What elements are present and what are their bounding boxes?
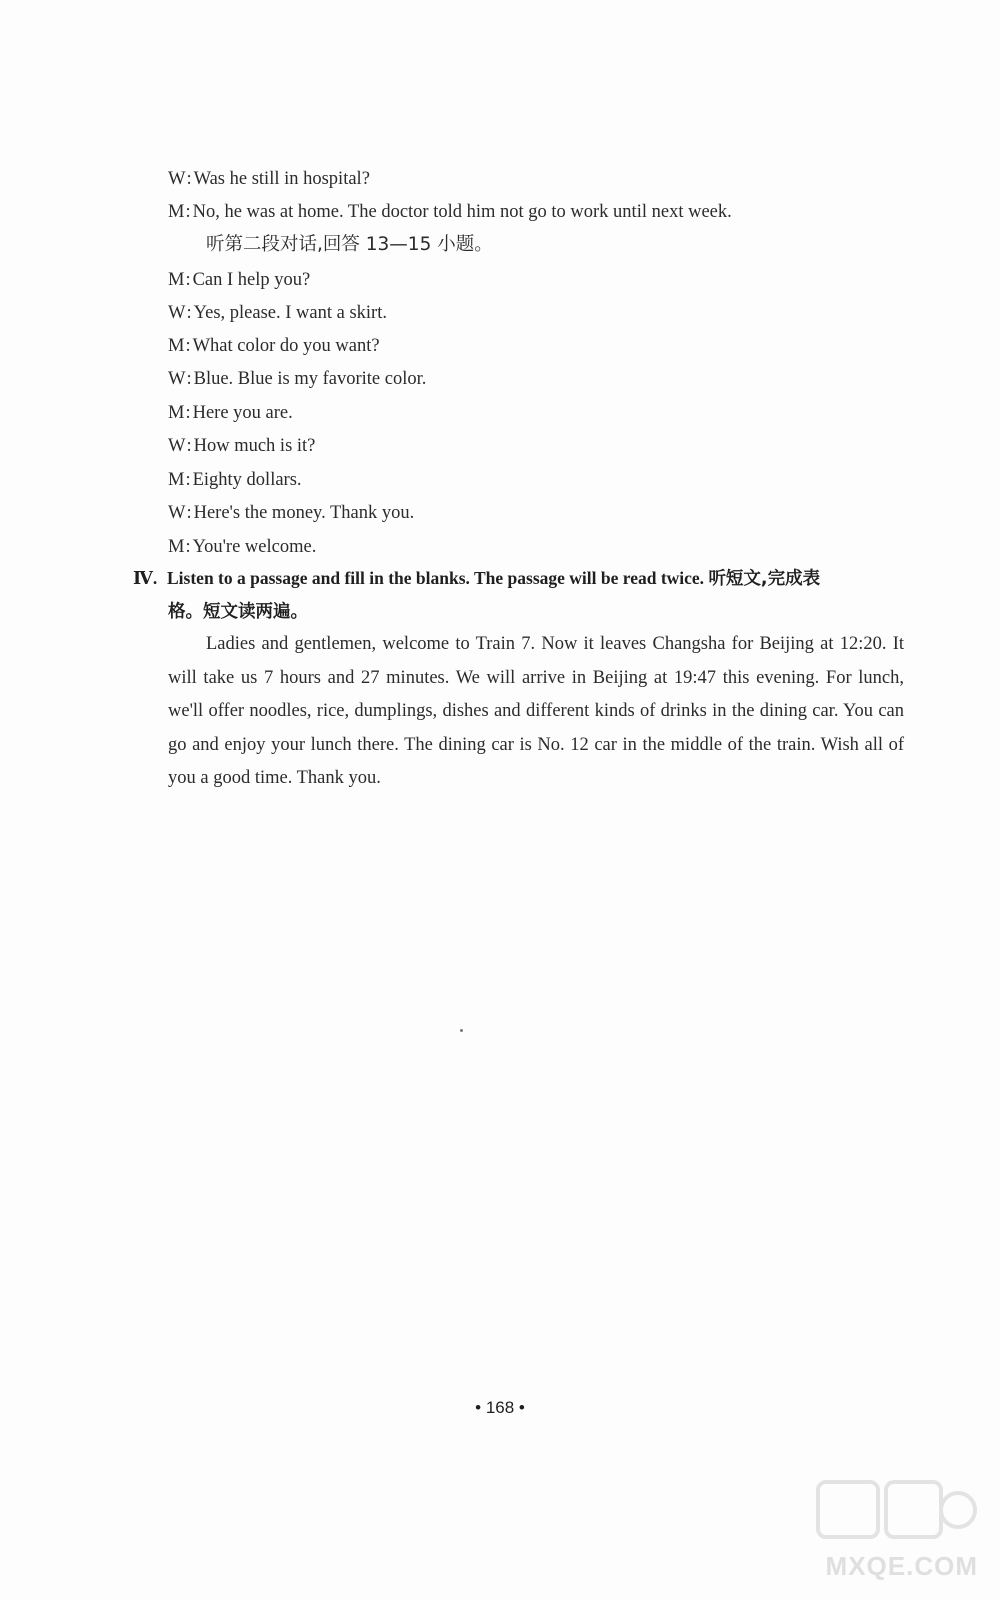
dialogue-text: Was he still in hospital? — [193, 169, 370, 189]
dialogue-text: Yes, please. I want a skirt. — [193, 303, 387, 323]
speaker-separator: : — [185, 537, 191, 557]
speaker-separator: : — [186, 303, 192, 323]
dialogue-line — [168, 301, 387, 325]
dialogue-text: Eighty dollars. — [192, 470, 302, 490]
speaker-label: M — [168, 202, 185, 222]
speaker-separator: : — [185, 270, 191, 290]
dialogue-text: You're welcome. — [192, 537, 317, 557]
section-title-en: Listen to a passage and fill in the blanks. The passage will be read twice. — [167, 568, 705, 588]
dialogue-line — [168, 501, 414, 525]
dialogue-line — [168, 401, 293, 425]
speaker-separator: : — [185, 336, 191, 356]
section-title-cn-part1: 听短文,完成表 — [708, 569, 821, 589]
section-title-cn-part2: 格。短文读两遍。 — [168, 602, 308, 622]
stray-mark — [460, 1029, 463, 1032]
speaker-label: W — [168, 169, 186, 189]
section-number: Ⅳ. — [133, 568, 158, 588]
speaker-separator: : — [186, 436, 192, 456]
dialogue-text: What color do you want? — [192, 336, 380, 356]
watermark-text: MXQE.COM — [825, 1551, 978, 1581]
section-heading-line-1 — [133, 561, 820, 596]
speaker-label: W — [168, 369, 186, 389]
speaker-label: M — [168, 336, 185, 356]
speaker-separator: : — [186, 369, 192, 389]
speaker-label: M — [168, 470, 185, 490]
dialogue-text: Blue. Blue is my favorite color. — [193, 369, 427, 389]
dialogue-text: How much is it? — [193, 436, 316, 456]
speaker-label: W — [168, 303, 186, 323]
watermark-emblem-icon — [798, 1472, 978, 1552]
dialogue-line — [168, 200, 732, 224]
speaker-separator: : — [186, 503, 192, 523]
dialogue-text: No, he was at home. The doctor told him not go to work until next week. — [192, 202, 732, 222]
listening-passage: Ladies and gentlemen, welcome to Train 7. Now it leaves Changsha for Beijing at 12:20. It will take us 7 hours and 27 minutes. We will arrive in Beijing at 19:47 this evening. For lunch, we'll offer noodles, rice, dumplings, dishes and different kinds of drinks in the dining car. You can go and enjoy your lunch there. The dining car is No. 12 car in the middle of the train. Wish all of you a good time. Thank you. — [168, 634, 904, 789]
instruction-second-dialogue: 听第二段对话,回答 13—15 小题。 — [206, 234, 493, 255]
dialogue-line — [168, 334, 380, 358]
speaker-label: M — [168, 270, 185, 290]
dialogue-line — [168, 468, 302, 492]
speaker-separator: : — [186, 169, 192, 189]
speaker-label: W — [168, 503, 186, 523]
speaker-label: M — [168, 537, 185, 557]
dialogue-line — [168, 434, 315, 458]
page-number: • 168 • — [475, 1398, 525, 1417]
speaker-separator: : — [185, 403, 191, 423]
dialogue-text: Can I help you? — [192, 270, 311, 290]
speaker-label: W — [168, 436, 186, 456]
speaker-separator: : — [185, 470, 191, 490]
dialogue-line — [168, 367, 426, 391]
speaker-separator: : — [185, 202, 191, 222]
watermark-logo — [798, 1472, 978, 1582]
dialogue-text: Here's the money. Thank you. — [193, 503, 415, 523]
speaker-label: M — [168, 403, 185, 423]
dialogue-line — [168, 268, 310, 292]
dialogue-line — [168, 535, 316, 559]
dialogue-line — [168, 167, 370, 191]
dialogue-text: Here you are. — [192, 403, 293, 423]
